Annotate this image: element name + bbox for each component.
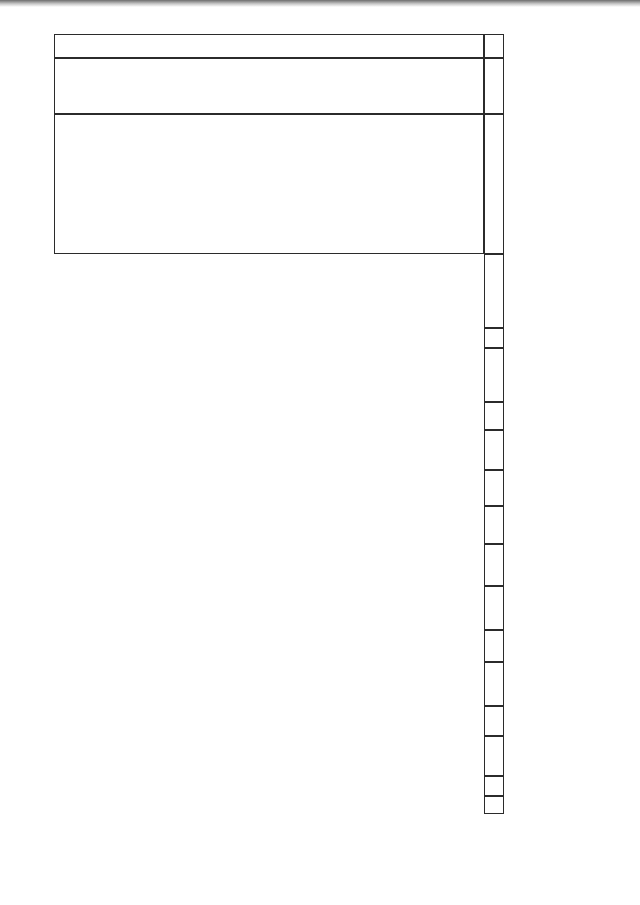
row-number <box>54 34 484 58</box>
column-number-3 <box>484 114 504 254</box>
column-number-9 <box>484 470 504 506</box>
column-number-4 <box>484 254 504 328</box>
scan-edge <box>0 0 640 7</box>
object-cell <box>54 114 484 254</box>
column-number-16 <box>484 736 504 776</box>
table-wrapper <box>54 34 504 814</box>
budget-table <box>54 34 504 814</box>
recipient-cell <box>54 58 484 114</box>
column-number-13 <box>484 630 504 662</box>
column-number-7 <box>484 402 504 430</box>
column-number-18 <box>484 796 504 814</box>
column-number-1 <box>484 34 504 58</box>
column-number-11 <box>484 544 504 586</box>
column-number-8 <box>484 430 504 470</box>
column-number-12 <box>484 586 504 630</box>
column-number-17 <box>484 776 504 796</box>
column-number-5 <box>484 328 504 348</box>
column-number-2 <box>484 58 504 114</box>
column-number-10 <box>484 506 504 544</box>
column-number-15 <box>484 706 504 736</box>
column-number-6 <box>484 348 504 402</box>
column-number-14 <box>484 662 504 706</box>
